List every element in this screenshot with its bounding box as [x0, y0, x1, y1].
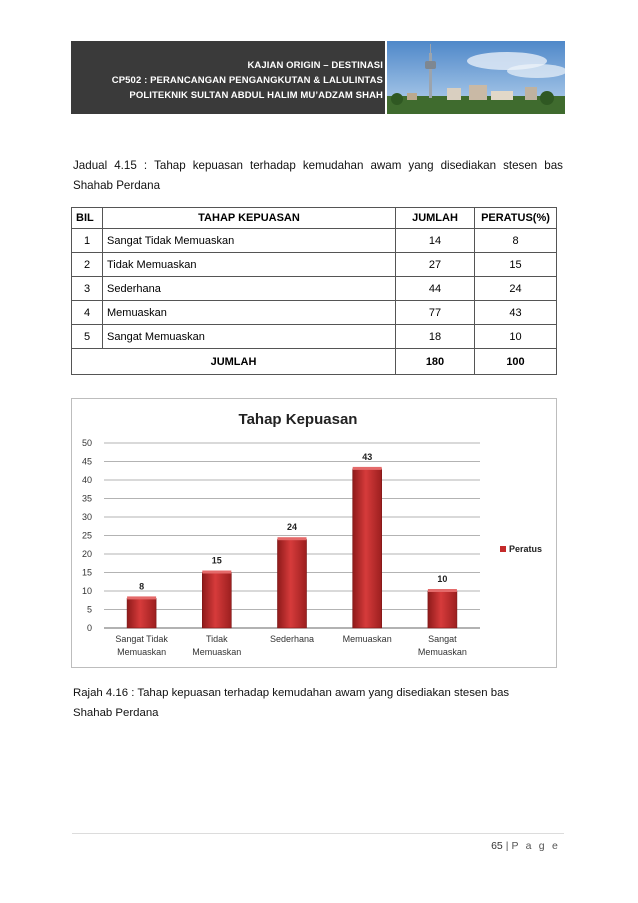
caption-word: kepuasan [192, 159, 243, 172]
footer-separator: | [505, 840, 509, 852]
y-tick-label: 30 [81, 512, 92, 522]
total-label: JUMLAH [72, 349, 396, 375]
cell-peratus: 15 [475, 253, 557, 277]
chart-title: Tahap Kepuasan [238, 411, 358, 428]
cell-tahap: Sangat Memuaskan [103, 325, 396, 349]
caption-word: : [143, 159, 148, 172]
bar-top [127, 596, 156, 599]
city-skyline-image [387, 41, 565, 114]
x-category-label: Memuaskan [117, 647, 167, 657]
y-tick-label: 25 [81, 530, 92, 541]
cell-peratus: 10 [475, 325, 557, 349]
y-tick-label: 5 [86, 604, 92, 615]
bar [428, 591, 457, 628]
legend-swatch [500, 546, 506, 552]
col-header-bil: BIL [72, 208, 103, 229]
bar [202, 573, 231, 629]
header-institution: POLITEKNIK SULTAN ABDUL HALIM MU’ADZAM SHAH [129, 90, 383, 101]
header-title: KAJIAN ORIGIN – DESTINASI [247, 60, 383, 71]
x-category-label: Memuaskan [342, 634, 392, 644]
legend [500, 544, 542, 554]
x-category-label: Tidak [205, 634, 228, 644]
table-row [72, 301, 557, 325]
page-label: P a g e [511, 840, 560, 852]
x-category-label: Memuaskan [192, 647, 242, 657]
cell-bil: 1 [72, 229, 103, 253]
bar-top [202, 571, 231, 574]
y-tick-label: 35 [81, 493, 92, 504]
table-total-row [72, 349, 557, 375]
bar [353, 469, 382, 628]
caption-word: bas [544, 159, 563, 172]
table-caption-line-1 [73, 156, 563, 176]
cell-tahap: Sederhana [103, 277, 396, 301]
cell-bil: 4 [72, 301, 103, 325]
caption-word: stesen [503, 159, 538, 172]
bar-top [428, 589, 457, 592]
table-row [72, 277, 557, 301]
table-header-row [72, 208, 557, 229]
footer-divider [72, 833, 564, 834]
data-label: 43 [362, 451, 373, 462]
bar-chart [72, 399, 556, 667]
page-number: 65 [491, 840, 503, 852]
y-tick-label: 0 [86, 623, 92, 633]
data-label: 24 [286, 522, 298, 533]
bars [127, 467, 457, 628]
cell-tahap: Tidak Memuaskan [103, 253, 396, 277]
cell-bil: 3 [72, 277, 103, 301]
cell-tahap: Sangat Tidak Memuaskan [103, 229, 396, 253]
figure-caption-line-1: Rajah 4.16 : Tahap kepuasan terhadap kemudahan awam yang disediakan stesen bas [73, 687, 510, 699]
total-peratus: 100 [475, 349, 557, 375]
cell-peratus: 8 [475, 229, 557, 253]
caption-word: kemudahan [302, 159, 364, 172]
caption-word: yang [408, 159, 434, 172]
col-header-jumlah: JUMLAH [396, 208, 475, 229]
cell-jumlah: 77 [396, 301, 475, 325]
caption-word: Jadual [73, 159, 108, 172]
x-axis-categories [115, 634, 467, 657]
cell-bil: 5 [72, 325, 103, 349]
table-caption-line-2: Shahab Perdana [73, 179, 161, 192]
caption-word: terhadap [250, 159, 296, 172]
y-tick-label: 50 [81, 438, 92, 448]
caption-word: awam [370, 159, 402, 172]
chart-container [71, 398, 557, 668]
data-label: 15 [211, 555, 222, 566]
total-jumlah: 180 [396, 349, 475, 375]
page-footer [491, 840, 560, 852]
caption-word: disediakan [440, 159, 497, 172]
cell-jumlah: 18 [396, 325, 475, 349]
x-category-label: Sangat Tidak [115, 634, 168, 644]
y-tick-label: 10 [81, 586, 92, 596]
data-label: 10 [437, 574, 448, 584]
col-header-peratus: PERATUS(%) [475, 208, 557, 229]
satisfaction-table [71, 207, 557, 375]
cell-tahap: Memuaskan [103, 301, 396, 325]
cell-jumlah: 27 [396, 253, 475, 277]
y-tick-label: 45 [81, 456, 92, 467]
x-category-label: Sangat [428, 634, 457, 644]
cell-bil: 2 [72, 253, 103, 277]
cell-jumlah: 44 [396, 277, 475, 301]
x-category-label: Memuaskan [417, 647, 467, 657]
table-row [72, 229, 557, 253]
legend-label: Peratus [509, 544, 543, 554]
table-row [72, 325, 557, 349]
y-tick-label: 20 [81, 549, 92, 559]
data-label: 8 [139, 581, 145, 592]
bar-top [278, 537, 307, 540]
header-course: CP502 : PERANCANGAN PENGANGKUTAN & LALULINTAS [111, 75, 383, 86]
x-category-label: Sederhana [269, 634, 315, 644]
y-tick-label: 15 [81, 567, 92, 578]
figure-caption-line-2: Shahab Perdana [73, 707, 159, 719]
col-header-tahap: TAHAP KEPUASAN [103, 208, 396, 229]
bar [278, 539, 307, 628]
cell-peratus: 24 [475, 277, 557, 301]
table-row [72, 253, 557, 277]
caption-word: Tahap [154, 159, 186, 172]
cell-peratus: 43 [475, 301, 557, 325]
caption-word: 4.15 [114, 159, 137, 172]
cell-jumlah: 14 [396, 229, 475, 253]
y-axis-ticks [82, 438, 92, 633]
y-tick-label: 40 [81, 475, 92, 485]
bar [127, 598, 156, 628]
header-tower-photo [387, 41, 565, 114]
bar-top [353, 467, 382, 470]
